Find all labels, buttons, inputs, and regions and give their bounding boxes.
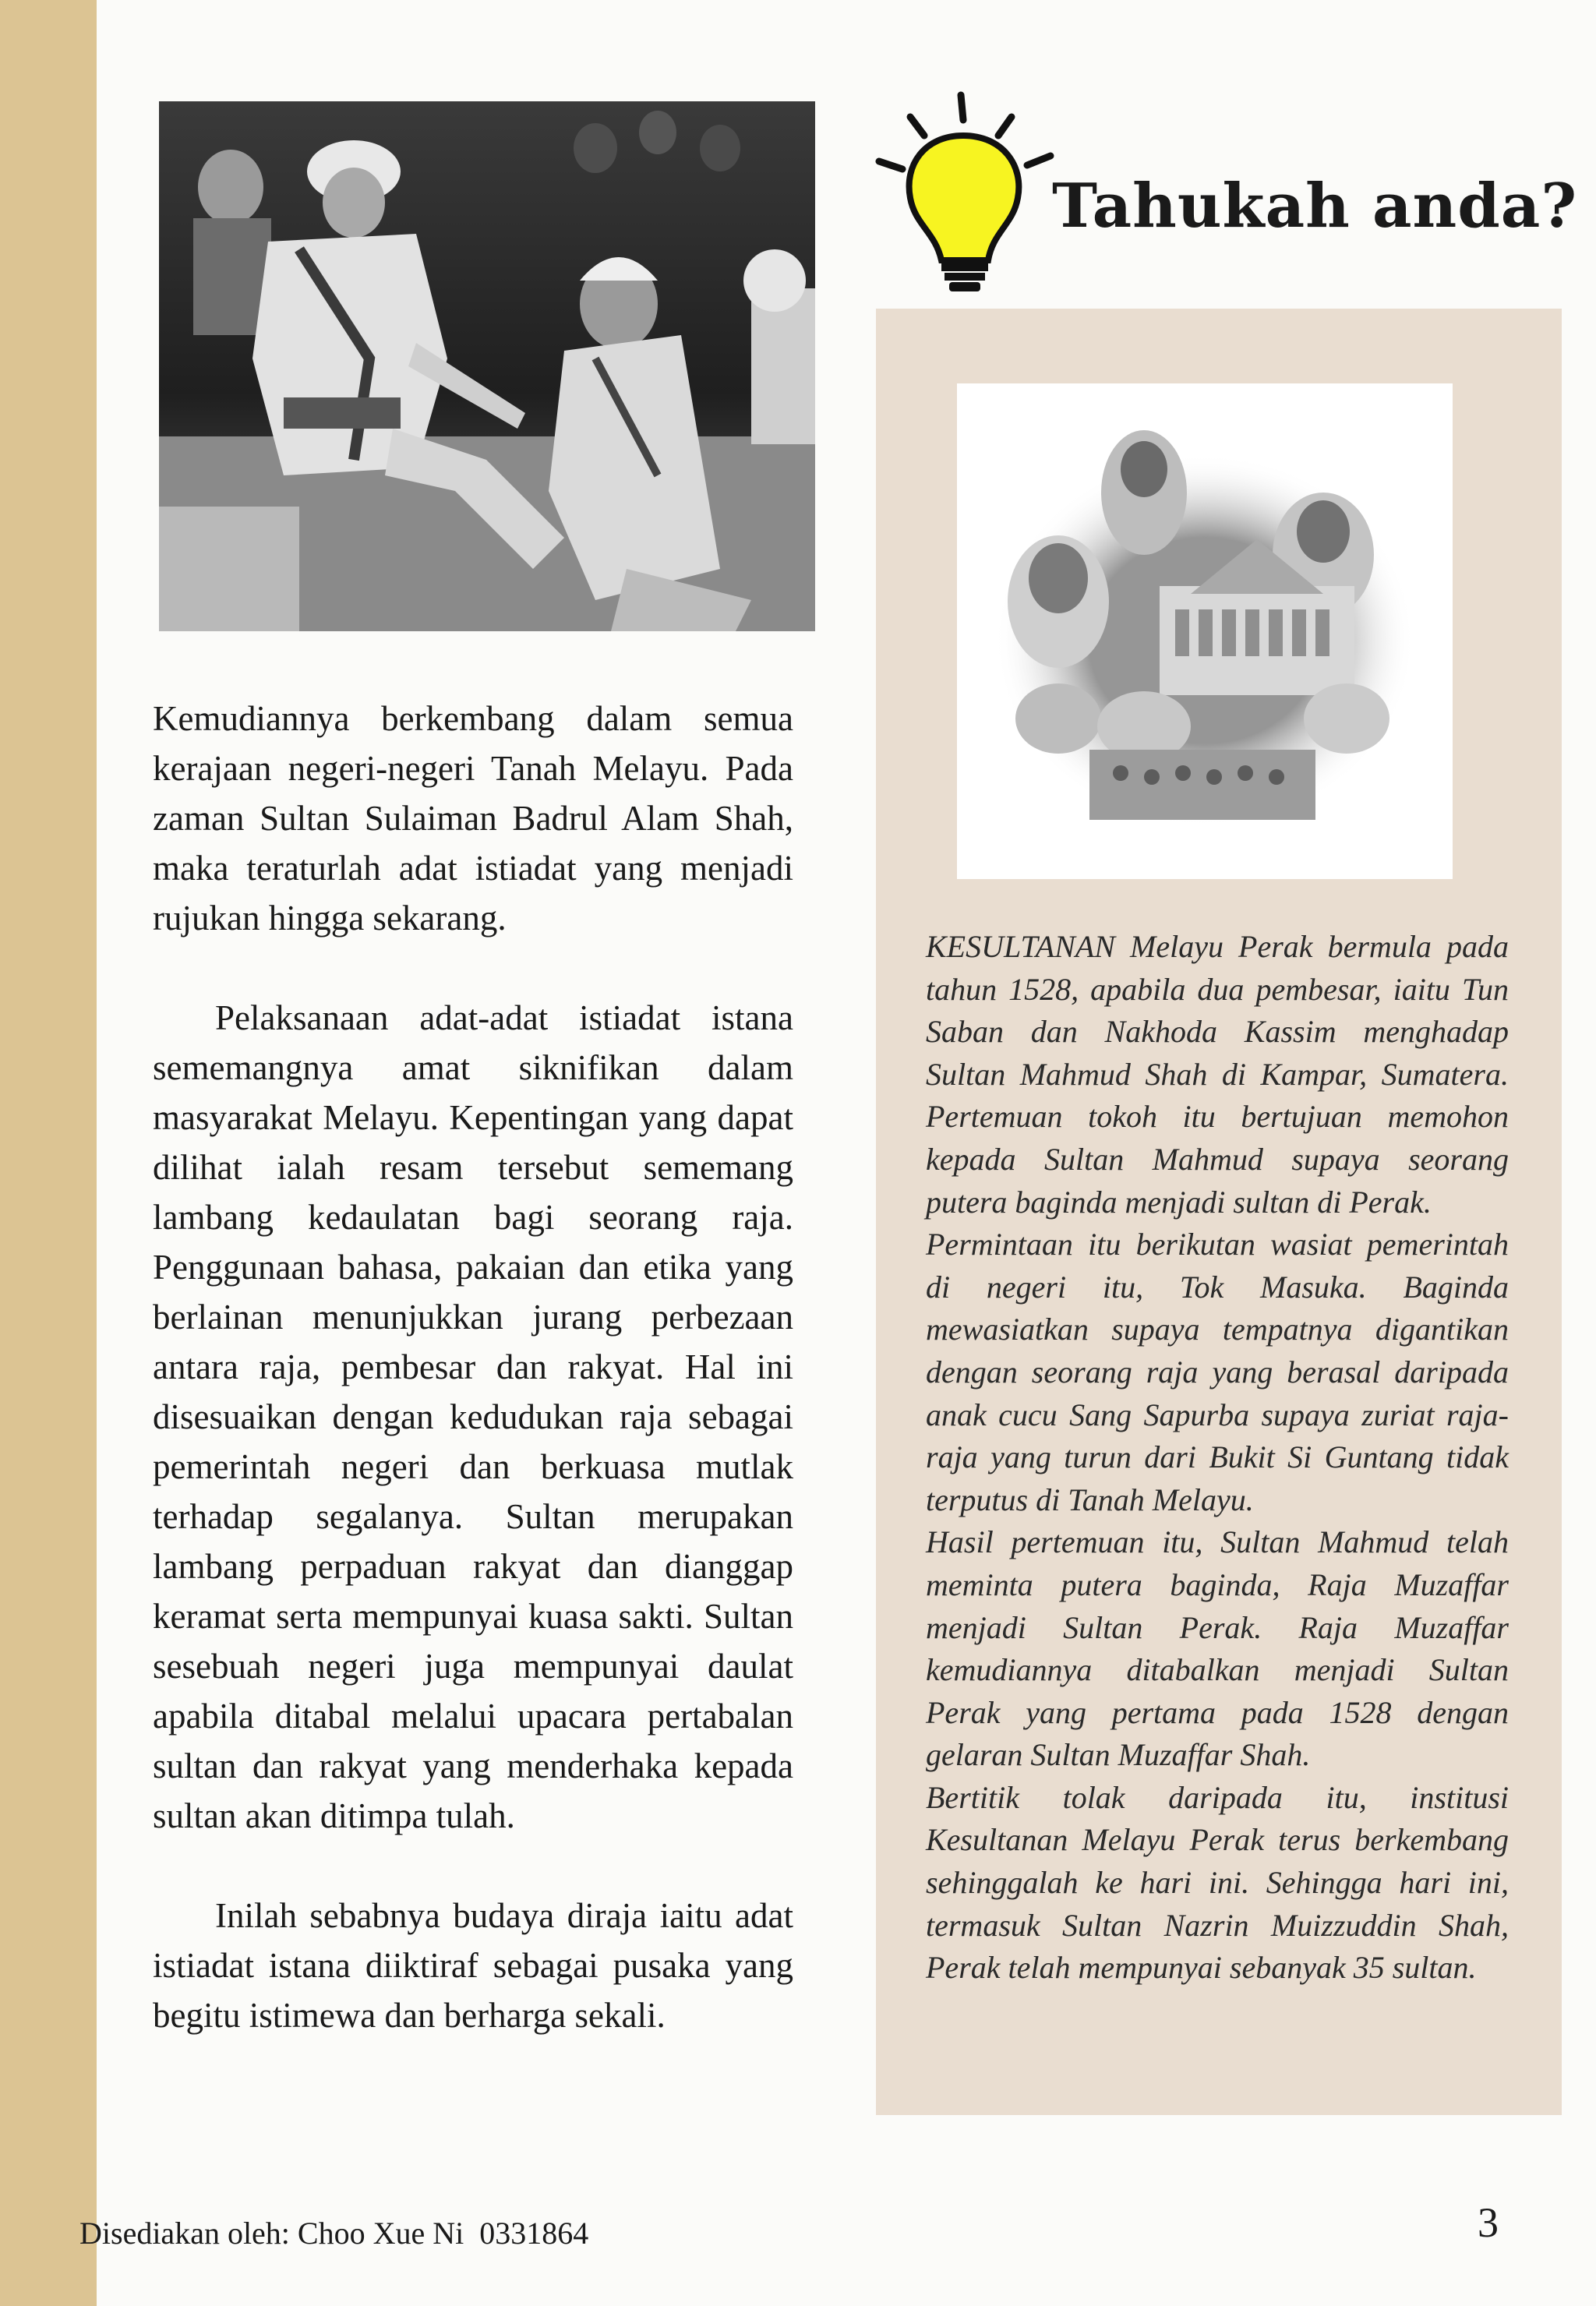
main-paragraph: Kemudiannya berkembang dalam semua kerajaan negeri-negeri Tanah Melayu. Pada zaman Sultan Sulaiman Badrul Alam Shah, maka teraturlah adat istiadat yang menjadi rujukan hingga sekarang. — [153, 699, 793, 938]
prepared-by-footer: Disediakan oleh: Choo Xue Ni 0331864 — [79, 2216, 589, 2251]
left-accent-strip — [0, 0, 97, 2306]
light-bulb-icon — [871, 87, 1066, 298]
perak-sultans-collage — [957, 383, 1453, 879]
main-article — [153, 694, 793, 2040]
sidebar-paragraph: Bertitik tolak daripada itu, institusi Kesultanan Melayu Perak terus berkembang sehinggalah ke hari ini. Sehingga hari ini, termasuk Sultan Nazrin Muizzuddin Shah, Perak telah mempunyai sebanyak 35 sultan. — [926, 1779, 1509, 1986]
main-paragraph: Inilah sebabnya budaya diraja iaitu adat istiadat istana diiktiraf sebagai pusaka yang begitu istimewa dan berharga sekali. — [153, 1896, 793, 2035]
page-number: 3 — [1478, 2199, 1499, 2246]
sidebar-paragraph: KESULTANAN Melayu Perak bermula pada tahun 1528, apabila dua pembesar, iaitu Tun Saban dan Nakhoda Kassim menghadap Sultan Mahmud Shah di Kampar, Sumatera. Pertemuan tokoh itu bertujuan memohon kepada Sultan Mahmud supaya seorang putera baginda menjadi sultan di Perak. — [926, 929, 1509, 1220]
royal-ceremony-photo — [159, 101, 815, 631]
sidebar-article — [926, 926, 1509, 1990]
sidebar-paragraph: Hasil pertemuan itu, Sultan Mahmud telah meminta putera baginda, Raja Muzaffar menjadi Sultan Perak. Raja Muzaffar kemudiannya ditabalkan menjadi Sultan Perak yang pertama pada 1528 dengan gelaran Sultan Muzaffar Shah. — [926, 1524, 1509, 1773]
tahukah-anda-heading: Tahukah anda? — [1052, 171, 1578, 242]
sidebar-paragraph: Permintaan itu berikutan wasiat pemerintah di negeri itu, Tok Masuka. Baginda mewasiatkan supaya tempatnya digantikan dengan seorang raja yang berasal daripada anak cucu Sang Sapurba supaya zuriat raja-raja yang turun dari Bukit Si Guntang tidak terputus di Tanah Melayu. — [926, 1227, 1509, 1517]
main-paragraph: Pelaksanaan adat-adat istiadat istana sememangnya amat siknifikan dalam masyarakat Melayu. Kepentingan yang dapat dilihat ialah resam tersebut sememang lambang kedaulatan bagi seorang raja. Penggunaan bahasa, pakaian dan etika yang berlainan menunjukkan jurang perbezaan antara raja, pembesar dan rakyat. Hal ini disesuaikan dengan kedudukan raja sebagai pemerintah negeri dan berkuasa mutlak terhadap segalanya. Sultan merupakan lambang perpaduan rakyat dan dianggap keramat serta mempunyai kuasa sakti. Sultan sesebuah negeri juga mempunyai daulat apabila ditabal melalui upacara pertabalan sultan dan rakyat yang menderhaka kepada sultan akan ditimpa tulah. — [153, 998, 793, 1835]
